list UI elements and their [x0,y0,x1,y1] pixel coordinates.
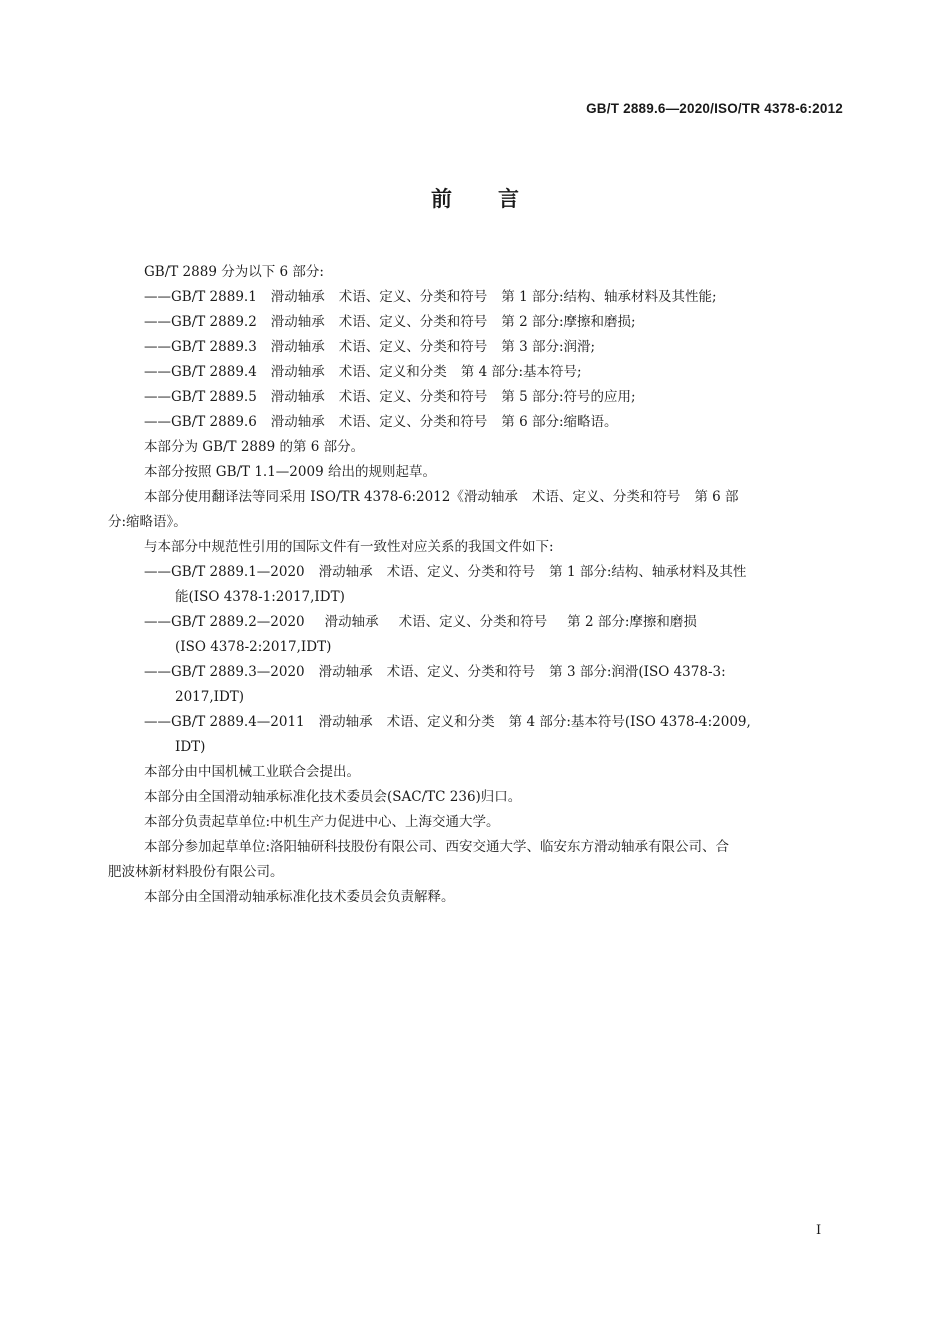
paragraph-translation: 本部分使用翻译法等同采用 ISO/TR 4378-6:2012《滑动轴承 术语、定义、分类和符号 第 6 部 [144,489,739,505]
paragraph-translation-cont: 分:缩略语》。 [108,514,187,530]
paragraph-participating-units: 本部分参加起草单位:洛阳轴研科技股份有限公司、西安交通大学、临安东方滑动轴承有限公司、合 [144,839,730,855]
ref-item-2-cont: (ISO 4378-2:2017,IDT) [175,639,332,655]
paragraph-drafting-rules: 本部分按照 GB/T 1.1—2009 给出的规则起草。 [144,464,436,480]
ref-item-4: ——GB/T 2889.4—2011 滑动轴承 术语、定义和分类 第 4 部分:基本符号(ISO 4378-4:2009, [144,714,751,730]
paragraph-participating-units-cont: 肥波林新材料股份有限公司。 [108,864,284,880]
part-item-4: ——GB/T 2889.4 滑动轴承 术语、定义和分类 第 4 部分:基本符号; [144,364,582,380]
standard-code-header: GB/T 2889.6—2020/ISO/TR 4378-6:2012 [586,101,843,116]
ref-item-3: ——GB/T 2889.3—2020 滑动轴承 术语、定义、分类和符号 第 3 部分:润滑(ISO 4378-3: [144,664,726,680]
part-item-1: ——GB/T 2889.1 滑动轴承 术语、定义、分类和符号 第 1 部分:结构、轴承材料及其性能; [144,289,717,305]
part-item-3: ——GB/T 2889.3 滑动轴承 术语、定义、分类和符号 第 3 部分:润滑; [144,339,596,355]
paragraph-references-intro: 与本部分中规范性引用的国际文件有一致性对应关系的我国文件如下: [144,539,554,555]
title-char-1: 前 [431,187,452,211]
ref-item-1-cont: 能(ISO 4378-1:2017,IDT) [175,589,345,605]
ref-item-2: ——GB/T 2889.2—2020 滑动轴承 术语、定义、分类和符号 第 2 部分:摩擦和磨损 [144,614,697,630]
ref-item-3-cont: 2017,IDT) [175,689,245,705]
paragraph-interpretation: 本部分由全国滑动轴承标准化技术委员会负责解释。 [144,889,455,905]
ref-item-4-cont: IDT) [175,739,206,755]
ref-item-1: ——GB/T 2889.1—2020 滑动轴承 术语、定义、分类和符号 第 1 部分:结构、轴承材料及其性 [144,564,747,580]
page-title [0,183,950,213]
paragraph-proposer: 本部分由中国机械工业联合会提出。 [144,764,360,780]
title-char-2: 言 [498,187,519,211]
paragraph-centralized: 本部分由全国滑动轴承标准化技术委员会(SAC/TC 236)归口。 [144,789,522,805]
paragraph-part-number: 本部分为 GB/T 2889 的第 6 部分。 [144,439,365,455]
part-item-6: ——GB/T 2889.6 滑动轴承 术语、定义、分类和符号 第 6 部分:缩略语。 [144,414,618,430]
paragraph-drafting-unit: 本部分负责起草单位:中机生产力促进中心、上海交通大学。 [144,814,500,830]
part-item-2: ——GB/T 2889.2 滑动轴承 术语、定义、分类和符号 第 2 部分:摩擦和磨损; [144,314,636,330]
intro-paragraph: GB/T 2889 分为以下 6 部分: [144,264,324,280]
part-item-5: ——GB/T 2889.5 滑动轴承 术语、定义、分类和符号 第 5 部分:符号的应用; [144,389,636,405]
page-number: I [816,1223,822,1238]
